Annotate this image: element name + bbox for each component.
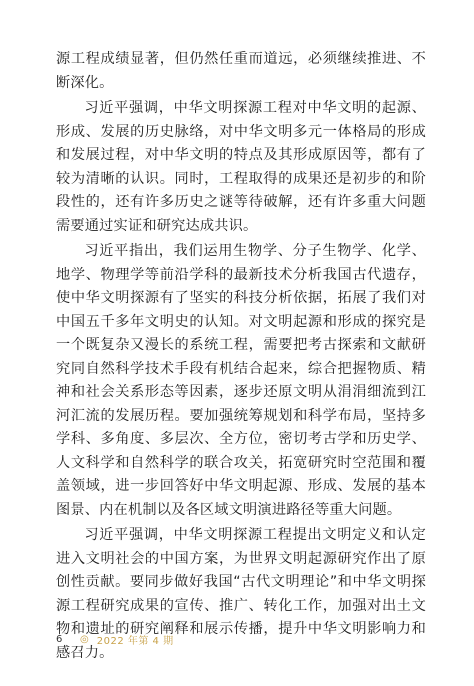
paragraph-continuation: 源工程成绩显著，但仍然任重而道远，必须继续推进、不断深化。 bbox=[56, 51, 426, 91]
paragraph-science: 习近平指出，我们运用生物学、分子生物学、化学、地学、物理学等前沿学科的最新技术分析我国古代遗存，使中华文明探源有了坚实的科技分析依据，拓展了我们对中国五千多年文明史的认知。对文明起源和形成的探究是一个既复杂又漫长的系统工程，需要把考古探索和文献研究同自然科学技术手段有机结合起来，综合把握物质、精神和社会关系形态等因素，逐步还原文明从涓涓细流到江河汇流的发展历程。要加强统筹规划和科学布局，坚持多学科、多角度、多层次、全方位，密切考古学和历史学、人文科学和自然科学的联合攻关，拓宽研究时空范围和覆盖领域，进一步回答好中华文明起源、形成、发展的基本图景、内在机制以及各区域文明演进路径等重大问题。 bbox=[56, 243, 426, 518]
issue-label: 2022 年第 4 期 bbox=[96, 636, 174, 647]
paragraph-origins: 习近平强调，中华文明探源工程对中华文明的起源、形成、发展的历史脉络，对中华文明多元一体格局的形成和发展过程，对中华文明的特点及其形成原因等，都有了较为清晰的认识。同时，工程取得的成果还是初步的和阶段性的，还有许多历史之谜等待破解，还有许多重大问题需要通过实证和研究达成共识。 bbox=[56, 100, 426, 234]
journal-logo-icon: ◎ bbox=[80, 634, 89, 645]
paragraph-theory: 习近平强调，中华文明探源工程提出文明定义和认定进入文明社会的中国方案，为世界文明起源研究作出了原创性贡献。要同步做好我国“古代文明理论”和中华文明探源工程研究成果的宣传、推广、转化工作，加强对出土文物和遗址的研究阐释和展示传播，提升中华文明影响力和感召力。 bbox=[56, 527, 426, 661]
page-number: 6 bbox=[56, 634, 63, 645]
article-body bbox=[56, 48, 426, 667]
page-footer bbox=[56, 632, 174, 647]
